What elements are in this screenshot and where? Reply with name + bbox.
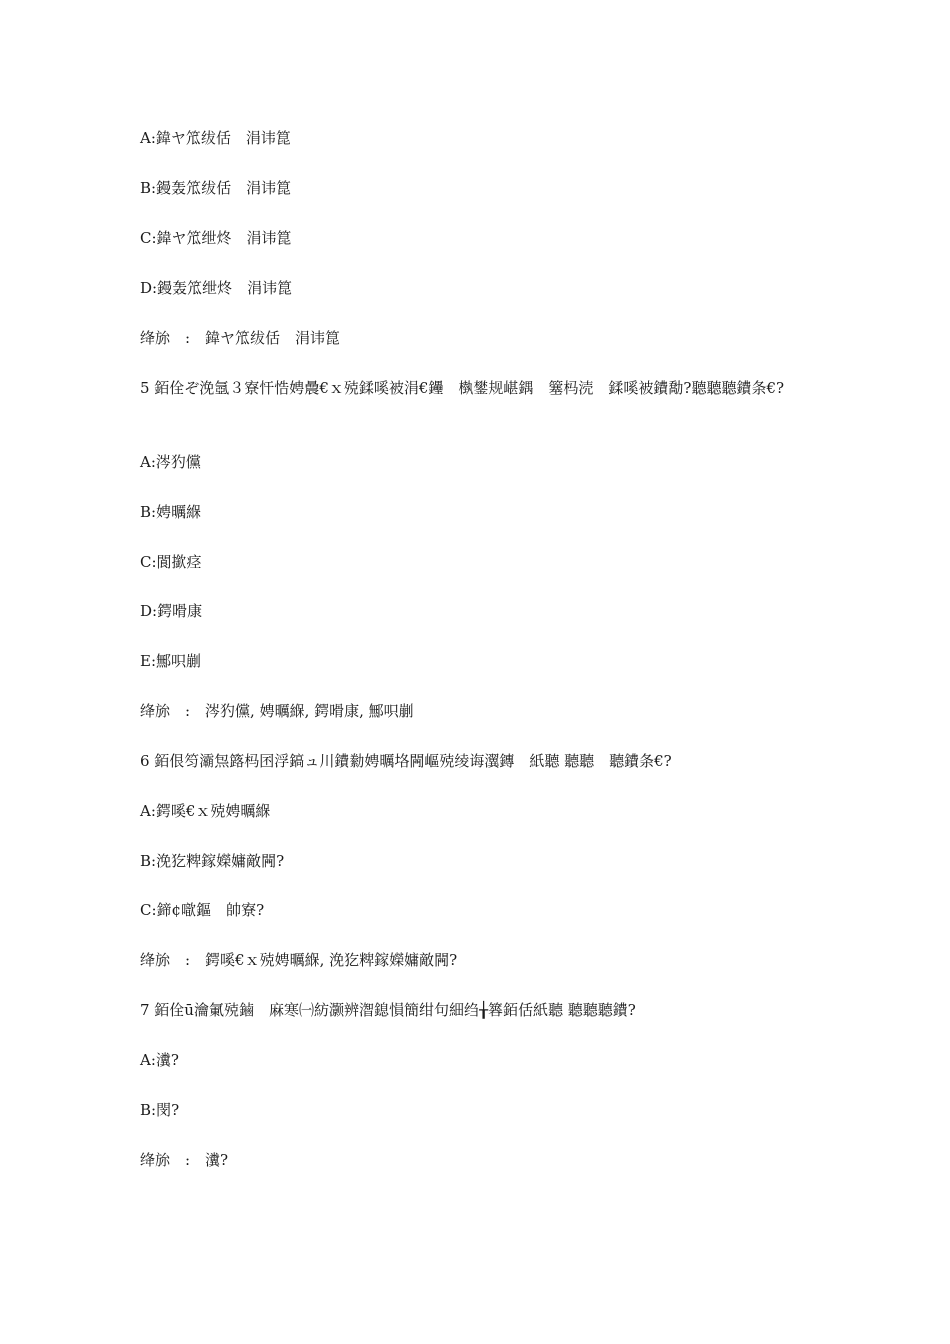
option-c: C:鍏ヤ笟绁炵 涓讳箟 [140,229,292,247]
question-7: 7 銆佺ū瀹氭殑鏀 麻寒㈠紡灏辨潪鎴愪簡绀句細绉╁簭銆佸紙聽 聽聽聽鐨? [140,1001,636,1019]
option-b: B:鏝轰笟绂佸 涓讳箟 [140,179,292,197]
option-b: B:娉曞緥 [140,503,202,521]
question-6: 6 銆佷笉灞炰簬杩囨浮鎬ュ川鐨勬娉曞垎闁嶇殑绫诲瀷鏄 紙聽 聽聽 聽鐨条€? [140,752,672,770]
question-5: 5 銆佺ぞ浼氬３寮忓悎娉曟€ｘ殑鍒嗘被涓€鑸 槸鐢规嵁鍝 簺杩涜 鍒嗘被鐨勪?聽聽聽鐨条€? [140,379,785,397]
option-e: E:鄦呮剻 [140,652,202,670]
option-c: C:閬撳痉 [140,553,202,571]
option-d: D:鏝轰笟绁炵 涓讳箟 [140,279,293,297]
answer-line: 绛旀 : 瀵? [140,1151,229,1169]
option-c: C:鍗¢噷鏂 帥寮? [140,901,265,919]
option-b: B:閔? [140,1101,180,1119]
option-b: B:浼犵粺鎵嬫嫞敵闁? [140,852,285,870]
option-a: A:鍔嗘€ｘ殑娉曞緥 [140,802,271,820]
option-d: D:鍔嗗康 [140,602,203,620]
option-a: A:鍏ヤ笟绂佸 涓讳箟 [140,129,291,147]
answer-line: 绛旀 : 涔犳儻, 娉曞緥, 鍔嗗康, 鄦呮剻 [140,702,414,720]
option-a: A:涔犳儻 [140,453,201,471]
option-a: A:瀵? [140,1051,179,1069]
answer-line: 绛旀 : 鍏ヤ笟绂佸 涓讳箟 [140,329,341,347]
answer-line: 绛旀 : 鍔嗘€ｘ殑娉曞緥, 浼犵粺鎵嬫嫞敵闁? [140,951,458,969]
